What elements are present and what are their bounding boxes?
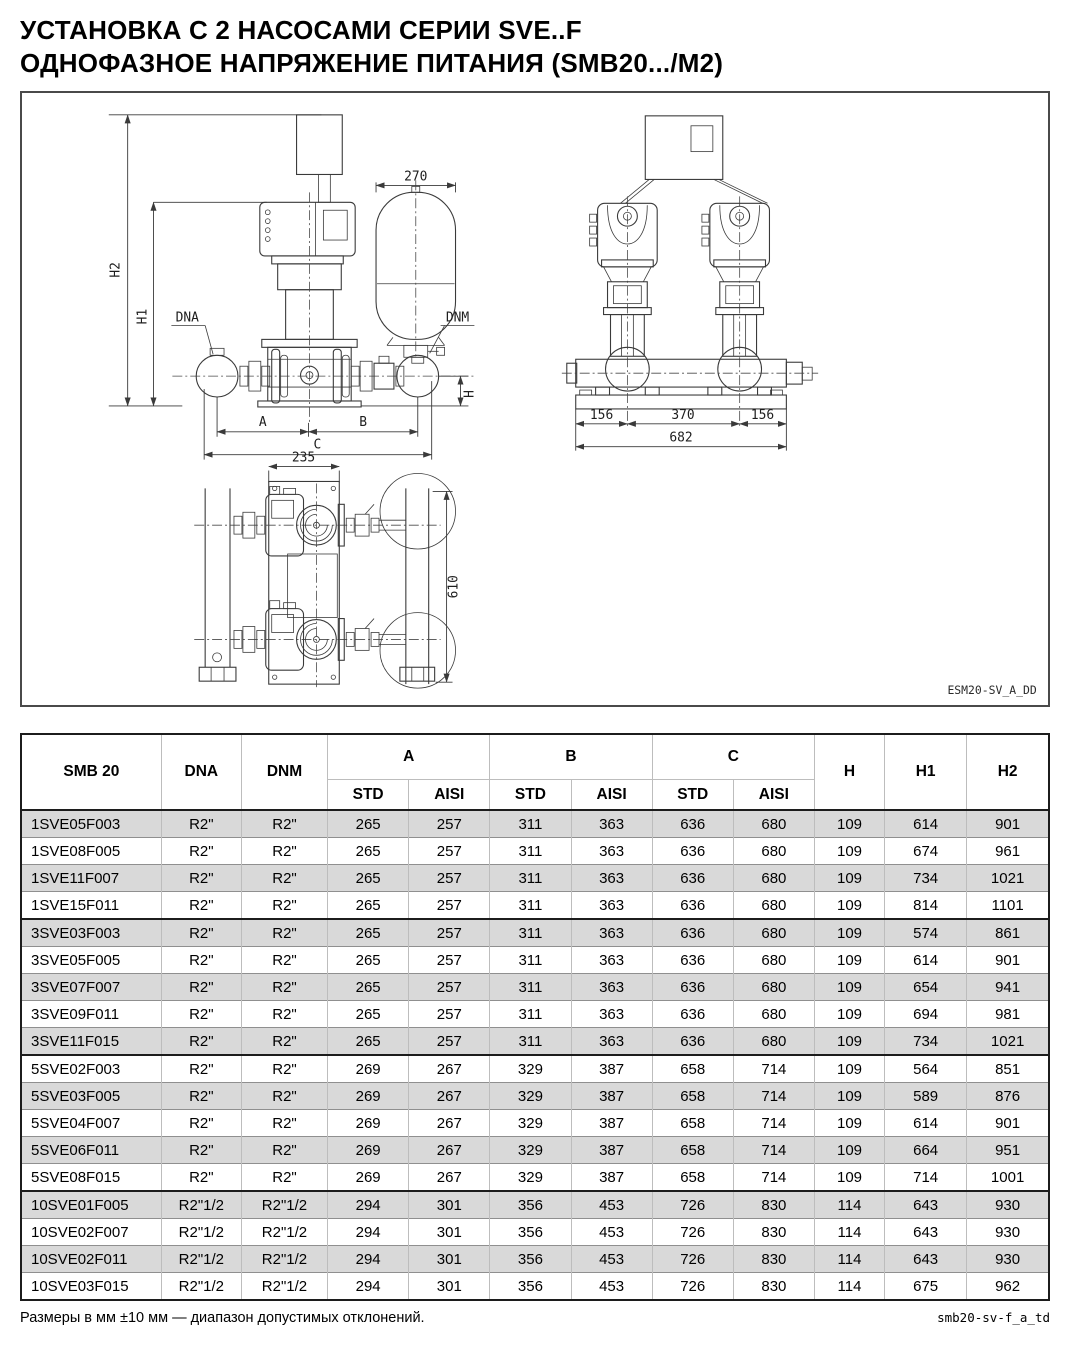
col-header-h2: H2 <box>967 734 1049 810</box>
value-cell: 680 <box>733 892 814 920</box>
table-row <box>21 838 1049 865</box>
value-cell: 734 <box>885 865 967 892</box>
value-cell: 453 <box>571 1191 652 1219</box>
value-cell: 714 <box>733 1110 814 1137</box>
value-cell: 714 <box>733 1164 814 1192</box>
value-cell: 109 <box>814 892 884 920</box>
value-cell: R2" <box>241 865 327 892</box>
value-cell: 901 <box>967 947 1049 974</box>
value-cell: R2"1/2 <box>241 1246 327 1273</box>
value-cell: 658 <box>652 1164 733 1192</box>
value-cell: 675 <box>885 1273 967 1301</box>
footer-note: Размеры в мм ±10 мм — диапазон допустимых отклонений. <box>20 1310 425 1326</box>
value-cell: 830 <box>733 1246 814 1273</box>
table-row <box>21 892 1049 920</box>
value-cell: 265 <box>328 892 409 920</box>
front-view <box>562 116 818 451</box>
col-header-h1: H1 <box>885 734 967 810</box>
membrane-tank <box>376 180 455 363</box>
value-cell: R2"1/2 <box>241 1273 327 1301</box>
value-cell: R2" <box>161 838 241 865</box>
value-cell: 363 <box>571 810 652 838</box>
value-cell: R2" <box>241 1083 327 1110</box>
value-cell: 680 <box>733 1028 814 1056</box>
value-cell: 830 <box>733 1191 814 1219</box>
col-header-b-aisi: AISI <box>571 780 652 811</box>
value-cell: 453 <box>571 1273 652 1301</box>
value-cell: 636 <box>652 838 733 865</box>
value-cell: 311 <box>490 919 571 947</box>
value-cell: 257 <box>409 810 490 838</box>
model-cell: 3SVE11F015 <box>21 1028 161 1056</box>
value-cell: 664 <box>885 1137 967 1164</box>
drawing-code: ESM20-SV_A_DD <box>947 683 1037 698</box>
value-cell: 680 <box>733 1001 814 1028</box>
value-cell: R2"1/2 <box>161 1246 241 1273</box>
value-cell: 329 <box>490 1137 571 1164</box>
value-cell: 680 <box>733 838 814 865</box>
dim-label-b: B <box>359 414 368 430</box>
col-header-b-std: STD <box>490 780 571 811</box>
control-box-front <box>645 116 722 180</box>
model-cell: 1SVE05F003 <box>21 810 161 838</box>
value-cell: 257 <box>409 919 490 947</box>
value-cell: 363 <box>571 974 652 1001</box>
model-cell: 5SVE08F015 <box>21 1164 161 1192</box>
value-cell: 680 <box>733 865 814 892</box>
value-cell: R2" <box>161 1055 241 1083</box>
value-cell: R2" <box>241 892 327 920</box>
pump-1-front <box>590 196 660 428</box>
value-cell: 564 <box>885 1055 967 1083</box>
value-cell: 356 <box>490 1246 571 1273</box>
value-cell: 636 <box>652 974 733 1001</box>
table-row <box>21 1246 1049 1273</box>
table-body <box>21 810 1049 1300</box>
value-cell: R2" <box>161 1110 241 1137</box>
value-cell: 257 <box>409 1001 490 1028</box>
value-cell: 294 <box>328 1246 409 1273</box>
table-header <box>21 734 1049 810</box>
table-row <box>21 1001 1049 1028</box>
value-cell: 814 <box>885 892 967 920</box>
value-cell: 636 <box>652 1028 733 1056</box>
value-cell: 109 <box>814 1110 884 1137</box>
value-cell: 453 <box>571 1246 652 1273</box>
label-dnm: DNM <box>445 310 470 326</box>
value-cell: R2" <box>161 1083 241 1110</box>
value-cell: 363 <box>571 1001 652 1028</box>
value-cell: 363 <box>571 865 652 892</box>
value-cell: 363 <box>571 892 652 920</box>
value-cell: 267 <box>409 1137 490 1164</box>
value-cell: 387 <box>571 1055 652 1083</box>
value-cell: 109 <box>814 865 884 892</box>
value-cell: 294 <box>328 1191 409 1219</box>
value-cell: 636 <box>652 947 733 974</box>
doc-code: smb20-sv-f_a_td <box>937 1310 1050 1325</box>
model-cell: 10SVE01F005 <box>21 1191 161 1219</box>
pump-installation-drawing <box>22 93 1048 705</box>
col-header-dnm: DNM <box>241 734 327 810</box>
value-cell: 257 <box>409 865 490 892</box>
value-cell: 643 <box>885 1191 967 1219</box>
model-cell: 1SVE11F007 <box>21 865 161 892</box>
value-cell: R2" <box>241 810 327 838</box>
value-cell: 109 <box>814 947 884 974</box>
model-cell: 5SVE04F007 <box>21 1110 161 1137</box>
model-cell: 5SVE06F011 <box>21 1137 161 1164</box>
value-cell: 636 <box>652 892 733 920</box>
model-cell: 10SVE02F007 <box>21 1219 161 1246</box>
value-cell: 1021 <box>967 1028 1049 1056</box>
value-cell: 658 <box>652 1055 733 1083</box>
value-cell: 265 <box>328 865 409 892</box>
value-cell: 109 <box>814 838 884 865</box>
value-cell: R2" <box>161 1137 241 1164</box>
value-cell: 311 <box>490 838 571 865</box>
value-cell: 265 <box>328 947 409 974</box>
col-header-dna: DNA <box>161 734 241 810</box>
value-cell: 658 <box>652 1137 733 1164</box>
value-cell: 726 <box>652 1273 733 1301</box>
table-row <box>21 919 1049 947</box>
value-cell: R2" <box>161 865 241 892</box>
value-cell: 636 <box>652 810 733 838</box>
model-cell: 5SVE02F003 <box>21 1055 161 1083</box>
value-cell: 109 <box>814 810 884 838</box>
value-cell: 269 <box>328 1055 409 1083</box>
value-cell: 851 <box>967 1055 1049 1083</box>
value-cell: 1001 <box>967 1164 1049 1192</box>
value-cell: 265 <box>328 974 409 1001</box>
value-cell: 257 <box>409 892 490 920</box>
page-footer <box>20 1310 1050 1326</box>
value-cell: 329 <box>490 1083 571 1110</box>
control-box-side <box>297 115 343 175</box>
value-cell: 636 <box>652 865 733 892</box>
value-cell: 363 <box>571 838 652 865</box>
dim-label-h2: H2 <box>108 262 124 278</box>
value-cell: 636 <box>652 919 733 947</box>
value-cell: 589 <box>885 1083 967 1110</box>
value-cell: 614 <box>885 1110 967 1137</box>
value-cell: 680 <box>733 947 814 974</box>
value-cell: 643 <box>885 1246 967 1273</box>
pump-2-front <box>702 196 775 428</box>
value-cell: 680 <box>733 974 814 1001</box>
value-cell: 257 <box>409 1028 490 1056</box>
table-row <box>21 1164 1049 1192</box>
value-cell: 311 <box>490 1001 571 1028</box>
value-cell: 114 <box>814 1273 884 1301</box>
value-cell: 109 <box>814 1028 884 1056</box>
value-cell: 356 <box>490 1219 571 1246</box>
value-cell: R2" <box>241 1001 327 1028</box>
model-cell: 1SVE08F005 <box>21 838 161 865</box>
value-cell: 301 <box>409 1191 490 1219</box>
value-cell: 267 <box>409 1110 490 1137</box>
value-cell: 311 <box>490 1028 571 1056</box>
value-cell: 714 <box>733 1137 814 1164</box>
value-cell: R2" <box>241 919 327 947</box>
col-header-h: H <box>814 734 884 810</box>
table-row <box>21 1273 1049 1301</box>
value-cell: 714 <box>733 1055 814 1083</box>
value-cell: 830 <box>733 1273 814 1301</box>
value-cell: 930 <box>967 1191 1049 1219</box>
dim-label-a: A <box>258 414 267 430</box>
value-cell: R2" <box>161 919 241 947</box>
value-cell: 674 <box>885 838 967 865</box>
value-cell: 257 <box>409 947 490 974</box>
table-row <box>21 947 1049 974</box>
value-cell: 114 <box>814 1246 884 1273</box>
value-cell: 830 <box>733 1219 814 1246</box>
value-cell: 311 <box>490 810 571 838</box>
dim-label-h: H <box>462 390 478 398</box>
model-cell: 5SVE03F005 <box>21 1083 161 1110</box>
value-cell: 109 <box>814 1083 884 1110</box>
value-cell: 109 <box>814 1164 884 1192</box>
value-cell: 311 <box>490 865 571 892</box>
value-cell: R2"1/2 <box>241 1191 327 1219</box>
model-cell: 3SVE05F005 <box>21 947 161 974</box>
value-cell: 114 <box>814 1191 884 1219</box>
value-cell: 387 <box>571 1137 652 1164</box>
value-cell: 356 <box>490 1273 571 1301</box>
value-cell: 265 <box>328 838 409 865</box>
col-header-c-aisi: AISI <box>733 780 814 811</box>
tank-2-top <box>380 613 456 689</box>
value-cell: 453 <box>571 1219 652 1246</box>
value-cell: 1021 <box>967 865 1049 892</box>
value-cell: 901 <box>967 1110 1049 1137</box>
value-cell: 981 <box>967 1001 1049 1028</box>
value-cell: 109 <box>814 919 884 947</box>
value-cell: 726 <box>652 1246 733 1273</box>
dim-label-front-left: 156 <box>589 407 614 423</box>
value-cell: 951 <box>967 1137 1049 1164</box>
technical-drawing <box>20 91 1050 707</box>
value-cell: 643 <box>885 1219 967 1246</box>
value-cell: 265 <box>328 1028 409 1056</box>
value-cell: 614 <box>885 947 967 974</box>
value-cell: 961 <box>967 838 1049 865</box>
value-cell: 109 <box>814 1137 884 1164</box>
model-cell: 3SVE03F003 <box>21 919 161 947</box>
top-plan-view <box>194 451 461 689</box>
pump-1-top <box>194 486 440 556</box>
model-cell: 3SVE07F007 <box>21 974 161 1001</box>
table-row <box>21 974 1049 1001</box>
model-cell: 10SVE02F011 <box>21 1246 161 1273</box>
value-cell: 387 <box>571 1164 652 1192</box>
col-header-a-std: STD <box>328 780 409 811</box>
value-cell: R2"1/2 <box>161 1273 241 1301</box>
table-row <box>21 1219 1049 1246</box>
value-cell: 363 <box>571 947 652 974</box>
value-cell: 265 <box>328 919 409 947</box>
dim-label-front-center: 370 <box>671 407 695 423</box>
col-header-c: C <box>652 734 814 780</box>
value-cell: 265 <box>328 810 409 838</box>
value-cell: 301 <box>409 1273 490 1301</box>
table-row <box>21 1191 1049 1219</box>
value-cell: 269 <box>328 1110 409 1137</box>
value-cell: R2"1/2 <box>161 1219 241 1246</box>
table-row <box>21 1110 1049 1137</box>
value-cell: 694 <box>885 1001 967 1028</box>
value-cell: R2" <box>241 1110 327 1137</box>
table-row <box>21 810 1049 838</box>
value-cell: 726 <box>652 1191 733 1219</box>
value-cell: 329 <box>490 1110 571 1137</box>
value-cell: R2" <box>241 1137 327 1164</box>
col-header-b: B <box>490 734 652 780</box>
value-cell: 267 <box>409 1164 490 1192</box>
value-cell: R2" <box>161 947 241 974</box>
value-cell: 658 <box>652 1083 733 1110</box>
value-cell: 941 <box>967 974 1049 1001</box>
model-cell: 1SVE15F011 <box>21 892 161 920</box>
value-cell: 658 <box>652 1110 733 1137</box>
value-cell: 329 <box>490 1055 571 1083</box>
table-row <box>21 1028 1049 1056</box>
value-cell: 876 <box>967 1083 1049 1110</box>
dim-label-plan-width: 235 <box>291 450 316 466</box>
value-cell: 114 <box>814 1219 884 1246</box>
value-cell: R2" <box>241 947 327 974</box>
page-title-line1: УСТАНОВКА С 2 НАСОСАМИ СЕРИИ SVE..F <box>20 15 582 45</box>
dimensions-table <box>20 733 1050 1301</box>
value-cell: 387 <box>571 1110 652 1137</box>
value-cell: 861 <box>967 919 1049 947</box>
value-cell: 301 <box>409 1246 490 1273</box>
value-cell: R2" <box>161 1028 241 1056</box>
value-cell: 1101 <box>967 892 1049 920</box>
value-cell: R2" <box>241 838 327 865</box>
value-cell: 329 <box>490 1164 571 1192</box>
value-cell: 574 <box>885 919 967 947</box>
dim-label-plan-depth: 610 <box>446 575 462 599</box>
value-cell: 269 <box>328 1137 409 1164</box>
value-cell: 930 <box>967 1246 1049 1273</box>
value-cell: R2"1/2 <box>241 1219 327 1246</box>
value-cell: 363 <box>571 919 652 947</box>
value-cell: 311 <box>490 974 571 1001</box>
col-header-a: A <box>328 734 490 780</box>
table-row <box>21 1055 1049 1083</box>
value-cell: 680 <box>733 919 814 947</box>
value-cell: 363 <box>571 1028 652 1056</box>
value-cell: R2" <box>161 974 241 1001</box>
value-cell: 901 <box>967 810 1049 838</box>
value-cell: R2" <box>241 974 327 1001</box>
value-cell: 109 <box>814 974 884 1001</box>
value-cell: 714 <box>733 1083 814 1110</box>
value-cell: R2" <box>241 1028 327 1056</box>
table-row <box>21 865 1049 892</box>
dim-label-front-total: 682 <box>669 430 693 446</box>
label-dna: DNA <box>175 310 199 326</box>
page-title-line2: ОДНОФАЗНОЕ НАПРЯЖЕНИЕ ПИТАНИЯ (SMB20.../M2) <box>20 47 724 78</box>
dim-label-h1: H1 <box>135 308 151 325</box>
value-cell: R2" <box>241 1164 327 1192</box>
dim-label-c: C <box>313 437 322 453</box>
value-cell: 109 <box>814 1001 884 1028</box>
value-cell: 614 <box>885 810 967 838</box>
value-cell: 301 <box>409 1219 490 1246</box>
value-cell: 257 <box>409 974 490 1001</box>
value-cell: 636 <box>652 1001 733 1028</box>
value-cell: 680 <box>733 810 814 838</box>
value-cell: R2" <box>161 1001 241 1028</box>
value-cell: 714 <box>885 1164 967 1192</box>
value-cell: 257 <box>409 838 490 865</box>
value-cell: R2" <box>161 810 241 838</box>
value-cell: 356 <box>490 1191 571 1219</box>
value-cell: 294 <box>328 1219 409 1246</box>
col-header-model: SMB 20 <box>21 734 161 810</box>
col-header-a-aisi: AISI <box>409 780 490 811</box>
model-cell: 10SVE03F015 <box>21 1273 161 1301</box>
value-cell: 269 <box>328 1164 409 1192</box>
col-header-c-std: STD <box>652 780 733 811</box>
value-cell: R2"1/2 <box>161 1191 241 1219</box>
value-cell: 311 <box>490 947 571 974</box>
value-cell: 654 <box>885 974 967 1001</box>
value-cell: 109 <box>814 1055 884 1083</box>
value-cell: R2" <box>241 1055 327 1083</box>
value-cell: 726 <box>652 1219 733 1246</box>
value-cell: 387 <box>571 1083 652 1110</box>
table-row <box>21 1137 1049 1164</box>
value-cell: R2" <box>161 1164 241 1192</box>
value-cell: 265 <box>328 1001 409 1028</box>
tank-1-top <box>380 474 456 550</box>
value-cell: 962 <box>967 1273 1049 1301</box>
value-cell: 294 <box>328 1273 409 1301</box>
model-cell: 3SVE09F011 <box>21 1001 161 1028</box>
dim-label-tank-width: 270 <box>404 169 428 185</box>
side-elevation-view <box>109 115 478 460</box>
value-cell: 734 <box>885 1028 967 1056</box>
table-row <box>21 1083 1049 1110</box>
value-cell: R2" <box>161 892 241 920</box>
value-cell: 930 <box>967 1219 1049 1246</box>
dim-label-front-right: 156 <box>750 407 775 423</box>
value-cell: 311 <box>490 892 571 920</box>
value-cell: 267 <box>409 1055 490 1083</box>
page-title <box>20 14 1050 79</box>
value-cell: 267 <box>409 1083 490 1110</box>
value-cell: 269 <box>328 1083 409 1110</box>
